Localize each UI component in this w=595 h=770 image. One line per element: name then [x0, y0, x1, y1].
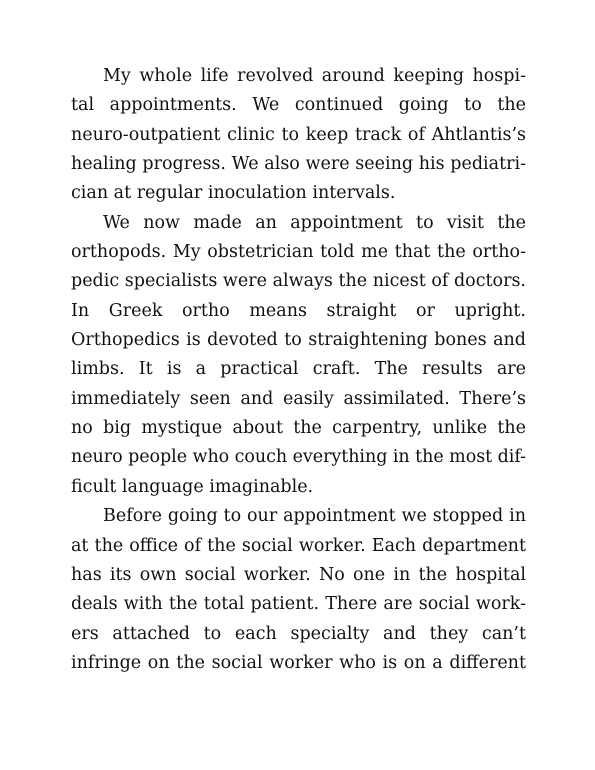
- text-line: Before going to our appointment we stopped in: [103, 506, 526, 527]
- body-text: [71, 62, 526, 678]
- text-line: no big mystique about the carpentry, unlike the: [71, 418, 526, 439]
- text-line: tal appointments. We continued going to the: [71, 95, 526, 116]
- text-line: orthopods. My obstetrician told me that the ortho-: [71, 242, 526, 263]
- text-line: infringe on the social worker who is on a different: [71, 652, 526, 673]
- text-line: limbs. It is a practical craft. The results are: [71, 359, 526, 380]
- text-line: neuro-outpatient clinic to keep track of Ahtlantis’s: [71, 124, 526, 145]
- text-line: In Greek ortho means straight or upright.: [71, 300, 526, 321]
- text-line: Orthopedics is devoted to straightening bones and: [71, 330, 526, 351]
- text-line: cian at regular inoculation intervals.: [71, 183, 396, 204]
- text-line: at the office of the social worker. Each department: [71, 535, 526, 556]
- paragraph-2: [71, 209, 526, 502]
- text-line: ers attached to each specialty and they can’t: [71, 623, 526, 644]
- text-line: has its own social worker. No one in the hospital: [71, 564, 526, 585]
- paragraph-3: [71, 502, 526, 678]
- text-line: deals with the total patient. There are social work-: [71, 594, 526, 615]
- paragraph-1: [71, 62, 526, 209]
- text-line: healing progress. We also were seeing his pediatri-: [71, 154, 526, 175]
- text-line: neuro people who couch everything in the most dif-: [71, 447, 526, 468]
- text-line: We now made an appointment to visit the: [103, 212, 526, 233]
- text-line: My whole life revolved around keeping hospi-: [103, 66, 526, 86]
- text-line: pedic specialists were always the nicest of doctors.: [71, 271, 526, 292]
- text-line: ficult language imaginable.: [71, 476, 314, 497]
- text-line: immediately seen and easily assimilated. There’s: [71, 388, 526, 409]
